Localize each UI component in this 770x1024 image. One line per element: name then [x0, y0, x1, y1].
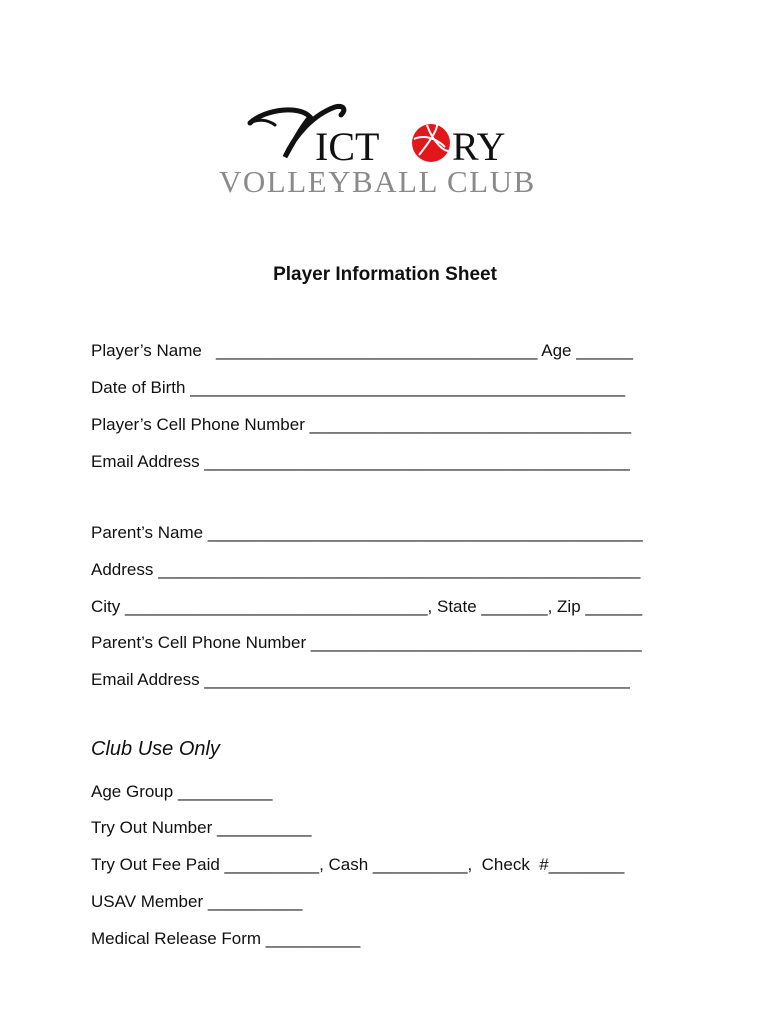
players-cell-phone-field[interactable]: Player’s Cell Phone Number __________________________________	[91, 415, 632, 434]
parents-name-field[interactable]: Parent’s Name ______________________________________________	[91, 523, 643, 542]
logo-wordmark-ict: ICT	[315, 124, 380, 169]
page-title: Player Information Sheet	[273, 264, 497, 285]
address-field[interactable]: Address ___________________________________________________	[91, 560, 641, 579]
logo-tagline: VOLLEYBALL CLUB	[219, 164, 536, 199]
medical-release-field[interactable]: Medical Release Form __________	[91, 929, 361, 948]
try-out-fee-field[interactable]: Try Out Fee Paid __________, Cash __________, Check #________	[91, 855, 625, 874]
date-of-birth-field[interactable]: Date of Birth ______________________________________________	[91, 378, 626, 397]
city-state-zip-field[interactable]: City ________________________________, State _______, Zip ______	[91, 597, 643, 616]
usav-member-field[interactable]: USAV Member __________	[91, 892, 303, 911]
parents-cell-phone-field[interactable]: Parent’s Cell Phone Number ___________________________________	[91, 633, 642, 652]
player-email-field[interactable]: Email Address _____________________________________________	[91, 452, 630, 471]
victory-volleyball-club-logo	[205, 95, 565, 205]
parent-email-field[interactable]: Email Address _____________________________________________	[91, 670, 630, 689]
age-group-field[interactable]: Age Group __________	[91, 782, 273, 801]
try-out-number-field[interactable]: Try Out Number __________	[91, 818, 312, 837]
club-use-only-heading: Club Use Only	[91, 738, 220, 760]
players-name-field[interactable]: Player’s Name __________________________________ Age ______	[91, 341, 633, 360]
volleyball-icon	[412, 124, 450, 162]
logo-graphic	[205, 95, 565, 205]
logo-v-swoosh-tail	[250, 120, 275, 125]
logo-wordmark-ry: RY	[452, 124, 506, 169]
